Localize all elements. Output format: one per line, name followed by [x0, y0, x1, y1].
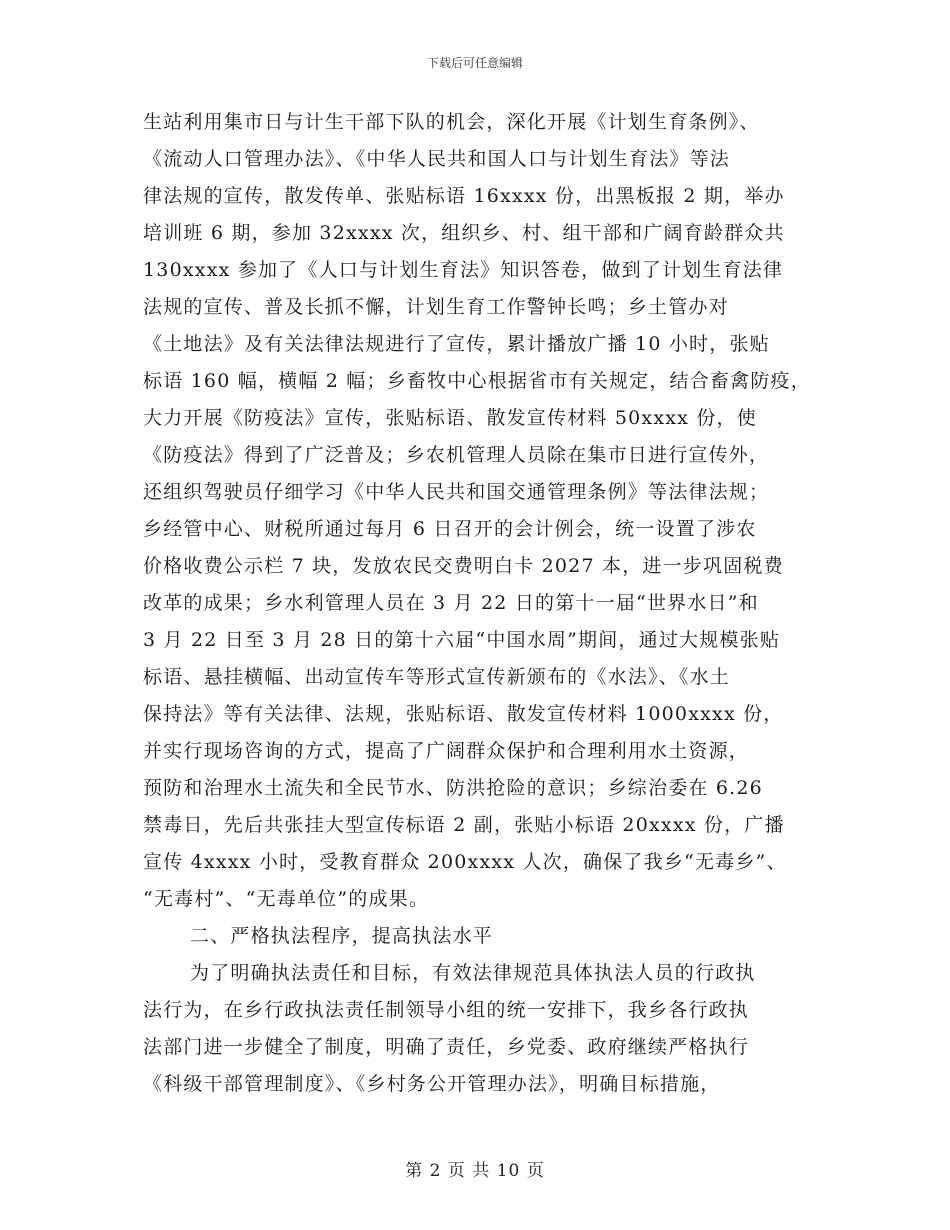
text-line: 法部门进一步健全了制度，明确了责任，乡党委、政府继续严格执行 [143, 1036, 750, 1058]
text-line: “无毒村”、“无毒单位”的成果。 [143, 888, 430, 910]
page-footer: 第 2 页 共 10 页 [405, 1161, 545, 1181]
text-line: 标语 160 幅，横幅 2 幅；乡畜牧中心根据省市有关规定，结合畜禽防疫， [143, 370, 811, 392]
text-line: 法行为，在乡行政执法责任制领导小组的统一安排下，我乡各行政执 [143, 999, 750, 1021]
text-line: 还组织驾驶员仔细学习《中华人民共和国交通管理条例》等法律法规； [143, 481, 770, 503]
text-line: 改革的成果；乡水利管理人员在 3 月 22 日的第十一届“世界水日”和 [143, 592, 759, 614]
text-line: 130xxxx 参加了《人口与计划生育法》知识答卷，做到了计划生育法律 [143, 259, 784, 281]
text-line: 《科级干部管理制度》、《乡村务公开管理办法》，明确目标措施， [143, 1073, 721, 1095]
document-body [143, 104, 843, 1103]
page-header: 下载后可任意编辑 [426, 56, 523, 70]
text-line: 宣传 4xxxx 小时，受教育群众 200xxxx 人次，确保了我乡“无毒乡”、 [143, 851, 787, 873]
text-line: 预防和治理水土流失和全民节水、防洪抢险的意识；乡综治委在 6.26 [143, 777, 763, 799]
text-line: 为了明确执法责任和目标，有效法律规范具体执法人员的行政执 [190, 962, 756, 984]
text-line: 《防疫法》得到了广泛普及；乡农机管理人员除在集市日进行宣传外， [143, 444, 770, 466]
text-line: 乡经管中心、财税所通过每月 6 日召开的会计例会，统一设置了涉农 [143, 518, 757, 540]
text-line: 标语、悬挂横幅、出动宣传车等形式宣传新颁布的《水法》、《水土 [143, 666, 731, 688]
text-line: 3 月 22 日至 3 月 28 日的第十六届“中国水周”期间，通过大规模张贴 [143, 629, 781, 651]
text-line: 并实行现场咨询的方式，提高了广阔群众保护和合理利用水土资源， [143, 740, 750, 762]
text-line: 《土地法》及有关法律法规进行了宣传，累计播放广播 10 小时，张贴 [143, 333, 770, 355]
text-line: 培训班 6 期，参加 32xxxx 次，组织乡、村、组干部和广阔育龄群众共 [143, 222, 785, 244]
text-line: 生站利用集市日与计生干部下队的机会，深化开展《计划生育条例》、 [143, 111, 760, 133]
text-line: 《流动人口管理办法》、《中华人民共和国人口与计划生育法》等法 [143, 148, 731, 170]
text-line: 价格收费公示栏 7 块，发放农民交费明白卡 2027 本，进一步巩固税费 [143, 555, 784, 577]
section-heading: 二、严格执法程序，提高执法水平 [190, 925, 494, 947]
text-line: 法规的宣传、普及长抓不懈，计划生育工作警钟长鸣；乡土管办对 [143, 296, 729, 318]
text-line: 保持法》等有关法律、法规，张贴标语、散发宣传材料 1000xxxx 份， [143, 703, 784, 725]
text-line: 律法规的宣传，散发传单、张贴标语 16xxxx 份，出黑板报 2 期，举办 [143, 185, 785, 207]
text-line: 禁毒日，先后共张挂大型宣传标语 2 副，张贴小标语 20xxxx 份，广播 [143, 814, 785, 836]
text-line: 大力开展《防疫法》宣传，张贴标语、散发宣传材料 50xxxx 份，使 [143, 407, 757, 429]
